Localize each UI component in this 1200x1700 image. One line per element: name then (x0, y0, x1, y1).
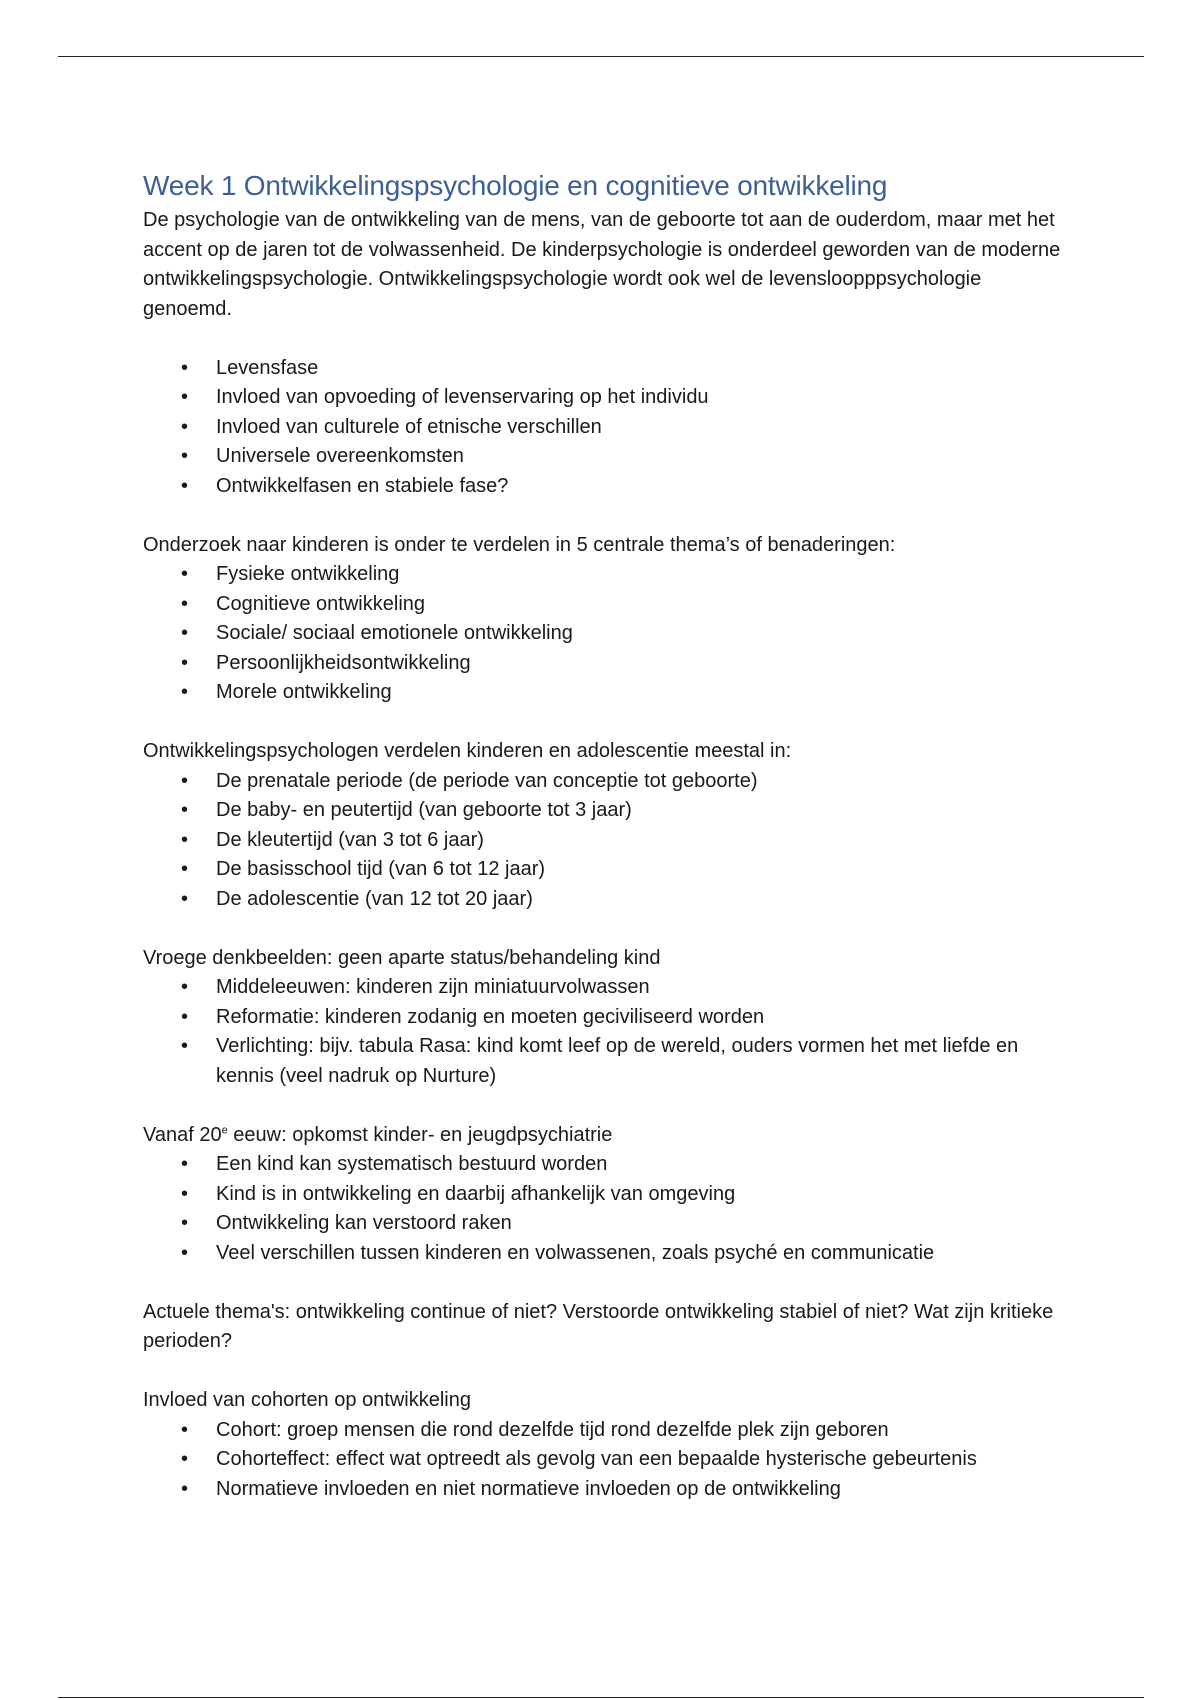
list-item: • De baby- en peutertijd (van geboorte tot 3 jaar) (143, 796, 1063, 826)
list-item: • Invloed van culturele of etnische verschillen (143, 413, 1063, 443)
bullet-icon: • (181, 1035, 189, 1057)
bullet-icon: • (181, 474, 189, 497)
bullet-list-aspects (143, 354, 1063, 502)
list-item: • De basisschool tijd (van 6 tot 12 jaar) (143, 855, 1063, 885)
bullet-icon: • (181, 415, 189, 438)
list-item: • Middeleeuwen: kinderen zijn miniatuurvolwassen (143, 973, 1063, 1003)
spacer (143, 324, 1063, 354)
bullet-icon: • (181, 445, 189, 467)
bullet-icon: • (181, 622, 189, 644)
section-cohorts-intro: Invloed van cohorten op ontwikkeling (143, 1389, 471, 1411)
bullet-icon: • (181, 1212, 189, 1234)
list-item: • Universele overeenkomsten (143, 442, 1063, 472)
list-item: • Een kind kan systematisch bestuurd worden (143, 1150, 1063, 1180)
bullet-icon: • (181, 1182, 189, 1205)
bullet-list-20th-century (143, 1150, 1063, 1268)
list-item: • De prenatale periode (de periode van conceptie tot geboorte) (143, 767, 1063, 797)
list-item: • De adolescentie (van 12 tot 20 jaar) (143, 885, 1063, 915)
bullet-icon: • (181, 1477, 189, 1500)
list-item: • Persoonlijkheidsontwikkeling (143, 649, 1063, 679)
document-body (143, 168, 1063, 1504)
list-item: • De kleutertijd (van 3 tot 6 jaar) (143, 826, 1063, 856)
bullet-list-themes (143, 560, 1063, 708)
list-item: • Normatieve invloeden en niet normatieve invloeden op de ontwikkeling (143, 1475, 1063, 1505)
list-item: • Ontwikkeling kan verstoord raken (143, 1209, 1063, 1239)
section-early-ideas-intro: Vroege denkbeelden: geen aparte status/behandeling kind (143, 946, 661, 969)
bullet-icon: • (181, 356, 189, 379)
list-item: • Morele ontwikkeling (143, 678, 1063, 708)
bullet-list-periods (143, 767, 1063, 915)
spacer (143, 914, 1063, 944)
bullet-icon: • (181, 563, 189, 585)
intro-paragraph: De psychologie van de ontwikkeling van de mens, van de geboorte tot aan de ouderdom, maar met het accent op de jaren tot de volwassenheid. De kinderpsychologie is onderdeel geworden van de moderne ontwikkelingspsychologie. Ontwikkelingspsychologie wordt ook wel de levensloopppsychologie genoemd. (143, 209, 1061, 320)
spacer (143, 1268, 1063, 1298)
section-20th-century-intro: Vanaf 20e eeuw: opkomst kinder- en jeugdpsychiatrie (143, 1123, 613, 1146)
bullet-icon: • (181, 1153, 189, 1175)
bullet-icon: • (181, 1241, 189, 1264)
list-item: • Reformatie: kinderen zodanig en moeten geciviliseerd worden (143, 1003, 1063, 1033)
section-current-themes: Actuele thema's: ontwikkeling continue of niet? Verstoorde ontwikkeling stabiel of niet? Wat zijn kritieke perioden? (143, 1300, 1054, 1352)
spacer (143, 1091, 1063, 1121)
bullet-icon: • (181, 828, 189, 851)
spacer (143, 501, 1063, 531)
list-item: • Cohort: groep mensen die rond dezelfde tijd rond dezelfde plek zijn geboren (143, 1416, 1063, 1446)
bullet-icon: • (181, 976, 189, 998)
bullet-list-early-ideas (143, 973, 1063, 1091)
footer-rule (58, 1697, 1144, 1698)
spacer (143, 1357, 1063, 1387)
list-item: • Levensfase (143, 354, 1063, 384)
bullet-icon: • (181, 1418, 189, 1441)
spacer (143, 708, 1063, 738)
header-rule (58, 56, 1144, 57)
bullet-icon: • (181, 651, 189, 674)
bullet-icon: • (181, 887, 189, 910)
page-title: Week 1 Ontwikkelingspsychologie en cognitieve ontwikkeling (143, 170, 888, 201)
bullet-icon: • (181, 592, 189, 615)
bullet-icon: • (181, 386, 189, 408)
bullet-icon: • (181, 681, 189, 703)
list-item: • Invloed van opvoeding of levenservaring op het individu (143, 383, 1063, 413)
list-item: • Veel verschillen tussen kinderen en volwassenen, zoals psyché en communicatie (143, 1239, 1063, 1269)
bullet-icon: • (181, 1448, 189, 1470)
section-periods-intro: Ontwikkelingspsychologen verdelen kinderen en adolescentie meestal in: (143, 740, 792, 762)
list-item: • Verlichting: bijv. tabula Rasa: kind komt leef op de wereld, ouders vormen het met liefde en kennis (veel nadruk op Nurture) (143, 1032, 1063, 1091)
bullet-icon: • (181, 799, 189, 821)
bullet-icon: • (181, 1005, 189, 1028)
list-item: • Kind is in ontwikkeling en daarbij afhankelijk van omgeving (143, 1180, 1063, 1210)
list-item: • Cognitieve ontwikkeling (143, 590, 1063, 620)
list-item: • Sociale/ sociaal emotionele ontwikkeling (143, 619, 1063, 649)
bullet-list-cohorts (143, 1416, 1063, 1505)
bullet-icon: • (181, 858, 189, 880)
section-themes-intro: Onderzoek naar kinderen is onder te verdelen in 5 centrale thema’s of benaderingen: (143, 533, 896, 556)
list-item: • Cohorteffect: effect wat optreedt als gevolg van een bepaalde hysterische gebeurtenis (143, 1445, 1063, 1475)
list-item: • Ontwikkelfasen en stabiele fase? (143, 472, 1063, 502)
bullet-icon: • (181, 769, 189, 792)
list-item: • Fysieke ontwikkeling (143, 560, 1063, 590)
